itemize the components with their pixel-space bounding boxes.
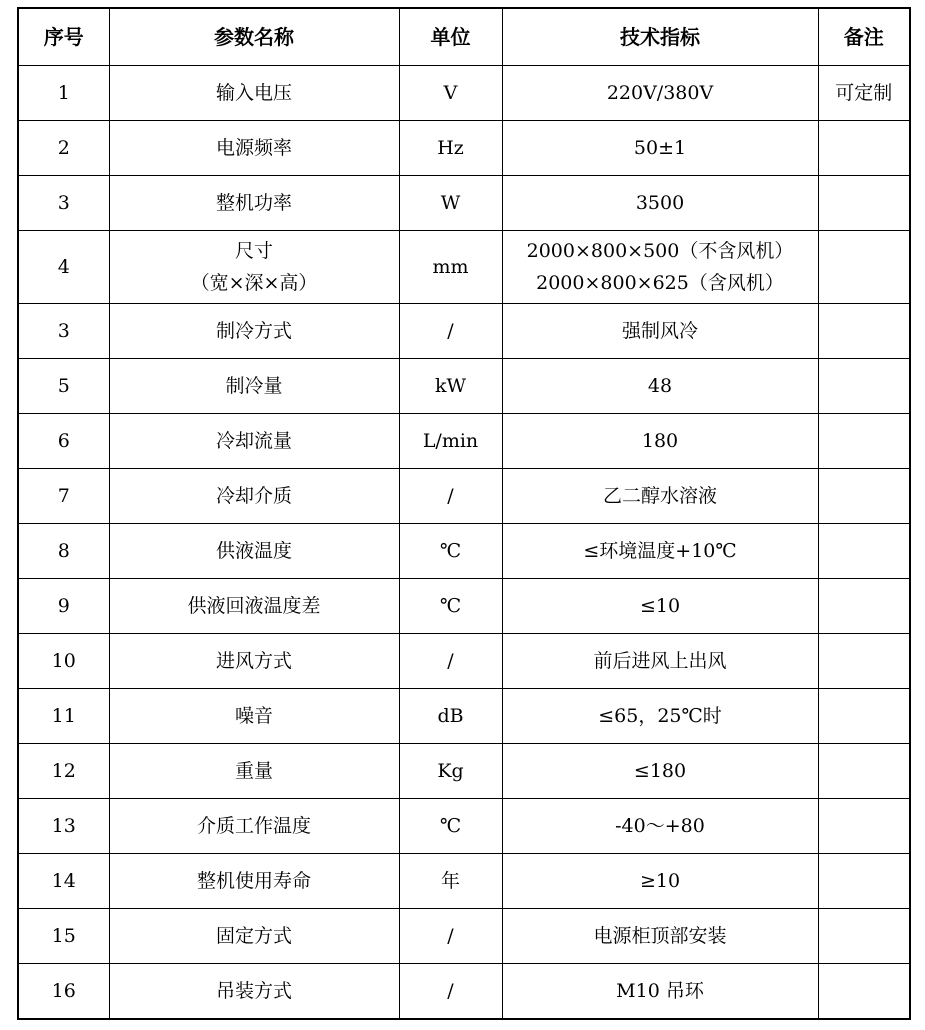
cell-no: 7 bbox=[18, 469, 109, 524]
table-row bbox=[18, 689, 910, 744]
cell-spec: 48 bbox=[502, 359, 818, 414]
cell-note bbox=[818, 799, 910, 854]
cell-unit: ℃ bbox=[399, 799, 502, 854]
spec-table bbox=[17, 7, 911, 1020]
table-row bbox=[18, 634, 910, 689]
table-row bbox=[18, 524, 910, 579]
cell-note bbox=[818, 304, 910, 359]
cell-no: 4 bbox=[18, 231, 109, 304]
cell-unit: ℃ bbox=[399, 524, 502, 579]
cell-unit: / bbox=[399, 304, 502, 359]
cell-spec: -40～+80 bbox=[502, 799, 818, 854]
cell-unit: V bbox=[399, 66, 502, 121]
cell-no: 5 bbox=[18, 359, 109, 414]
cell-note bbox=[818, 689, 910, 744]
cell-spec-line: 2000×800×625（含风机） bbox=[536, 272, 784, 294]
cell-note bbox=[818, 524, 910, 579]
cell-unit: Hz bbox=[399, 121, 502, 176]
cell-spec-line: 2000×800×500（不含风机） bbox=[526, 240, 794, 262]
cell-spec: 220V/380V bbox=[502, 66, 818, 121]
cell-note bbox=[818, 359, 910, 414]
cell-note bbox=[818, 579, 910, 634]
cell-spec bbox=[502, 231, 818, 304]
cell-no: 3 bbox=[18, 176, 109, 231]
cell-name: 整机功率 bbox=[109, 176, 399, 231]
cell-name: 供液温度 bbox=[109, 524, 399, 579]
cell-no: 8 bbox=[18, 524, 109, 579]
cell-unit: kW bbox=[399, 359, 502, 414]
table-row bbox=[18, 66, 910, 121]
cell-note bbox=[818, 414, 910, 469]
cell-unit: 年 bbox=[399, 854, 502, 909]
cell-spec: 电源柜顶部安装 bbox=[502, 909, 818, 964]
table-header bbox=[18, 8, 910, 66]
table-row bbox=[18, 854, 910, 909]
table-row bbox=[18, 231, 910, 304]
cell-unit: dB bbox=[399, 689, 502, 744]
cell-unit: / bbox=[399, 469, 502, 524]
cell-unit: Kg bbox=[399, 744, 502, 799]
cell-name: 冷却介质 bbox=[109, 469, 399, 524]
cell-no: 11 bbox=[18, 689, 109, 744]
cell-spec: 3500 bbox=[502, 176, 818, 231]
header-spec: 技术指标 bbox=[502, 8, 818, 66]
cell-name: 冷却流量 bbox=[109, 414, 399, 469]
cell-name: 重量 bbox=[109, 744, 399, 799]
cell-no: 13 bbox=[18, 799, 109, 854]
cell-note bbox=[818, 964, 910, 1020]
header-row bbox=[18, 8, 910, 66]
table-row bbox=[18, 176, 910, 231]
cell-no: 15 bbox=[18, 909, 109, 964]
cell-name: 进风方式 bbox=[109, 634, 399, 689]
cell-note bbox=[818, 744, 910, 799]
cell-name: 整机使用寿命 bbox=[109, 854, 399, 909]
cell-no: 9 bbox=[18, 579, 109, 634]
cell-name: 噪音 bbox=[109, 689, 399, 744]
table-body bbox=[18, 66, 910, 1020]
cell-unit: / bbox=[399, 634, 502, 689]
cell-unit: L/min bbox=[399, 414, 502, 469]
cell-spec: 180 bbox=[502, 414, 818, 469]
cell-spec: ≥10 bbox=[502, 854, 818, 909]
header-note: 备注 bbox=[818, 8, 910, 66]
cell-no: 3 bbox=[18, 304, 109, 359]
cell-note bbox=[818, 121, 910, 176]
cell-spec: 强制风冷 bbox=[502, 304, 818, 359]
cell-note bbox=[818, 634, 910, 689]
cell-unit: W bbox=[399, 176, 502, 231]
cell-unit: / bbox=[399, 909, 502, 964]
cell-no: 10 bbox=[18, 634, 109, 689]
cell-spec: ≤10 bbox=[502, 579, 818, 634]
table-row bbox=[18, 799, 910, 854]
cell-note bbox=[818, 909, 910, 964]
cell-name: 吊装方式 bbox=[109, 964, 399, 1020]
table-row bbox=[18, 359, 910, 414]
cell-note: 可定制 bbox=[818, 66, 910, 121]
cell-unit: mm bbox=[399, 231, 502, 304]
table-row bbox=[18, 964, 910, 1020]
header-unit: 单位 bbox=[399, 8, 502, 66]
header-name: 参数名称 bbox=[109, 8, 399, 66]
header-no: 序号 bbox=[18, 8, 109, 66]
cell-spec: 乙二醇水溶液 bbox=[502, 469, 818, 524]
table-row bbox=[18, 304, 910, 359]
cell-name: 电源频率 bbox=[109, 121, 399, 176]
cell-name: 固定方式 bbox=[109, 909, 399, 964]
cell-name: 介质工作温度 bbox=[109, 799, 399, 854]
cell-spec: ≤65，25℃时 bbox=[502, 689, 818, 744]
cell-spec: 50±1 bbox=[502, 121, 818, 176]
cell-spec: ≤180 bbox=[502, 744, 818, 799]
cell-name: 制冷量 bbox=[109, 359, 399, 414]
table-row bbox=[18, 579, 910, 634]
cell-note bbox=[818, 854, 910, 909]
cell-spec: ≤环境温度+10℃ bbox=[502, 524, 818, 579]
cell-name: 输入电压 bbox=[109, 66, 399, 121]
cell-name: 制冷方式 bbox=[109, 304, 399, 359]
cell-name-line: 尺寸 bbox=[234, 240, 273, 262]
table-row bbox=[18, 744, 910, 799]
cell-no: 2 bbox=[18, 121, 109, 176]
cell-spec: M10 吊环 bbox=[502, 964, 818, 1020]
cell-name-line: （宽×深×高） bbox=[190, 272, 318, 294]
cell-unit: / bbox=[399, 964, 502, 1020]
cell-note bbox=[818, 231, 910, 304]
cell-note bbox=[818, 469, 910, 524]
table-row bbox=[18, 469, 910, 524]
table-row bbox=[18, 909, 910, 964]
table-row bbox=[18, 121, 910, 176]
cell-no: 14 bbox=[18, 854, 109, 909]
table-row bbox=[18, 414, 910, 469]
cell-name bbox=[109, 231, 399, 304]
cell-unit: ℃ bbox=[399, 579, 502, 634]
cell-no: 16 bbox=[18, 964, 109, 1020]
cell-no: 6 bbox=[18, 414, 109, 469]
cell-spec: 前后进风上出风 bbox=[502, 634, 818, 689]
cell-note bbox=[818, 176, 910, 231]
cell-name: 供液回液温度差 bbox=[109, 579, 399, 634]
cell-no: 12 bbox=[18, 744, 109, 799]
cell-no: 1 bbox=[18, 66, 109, 121]
